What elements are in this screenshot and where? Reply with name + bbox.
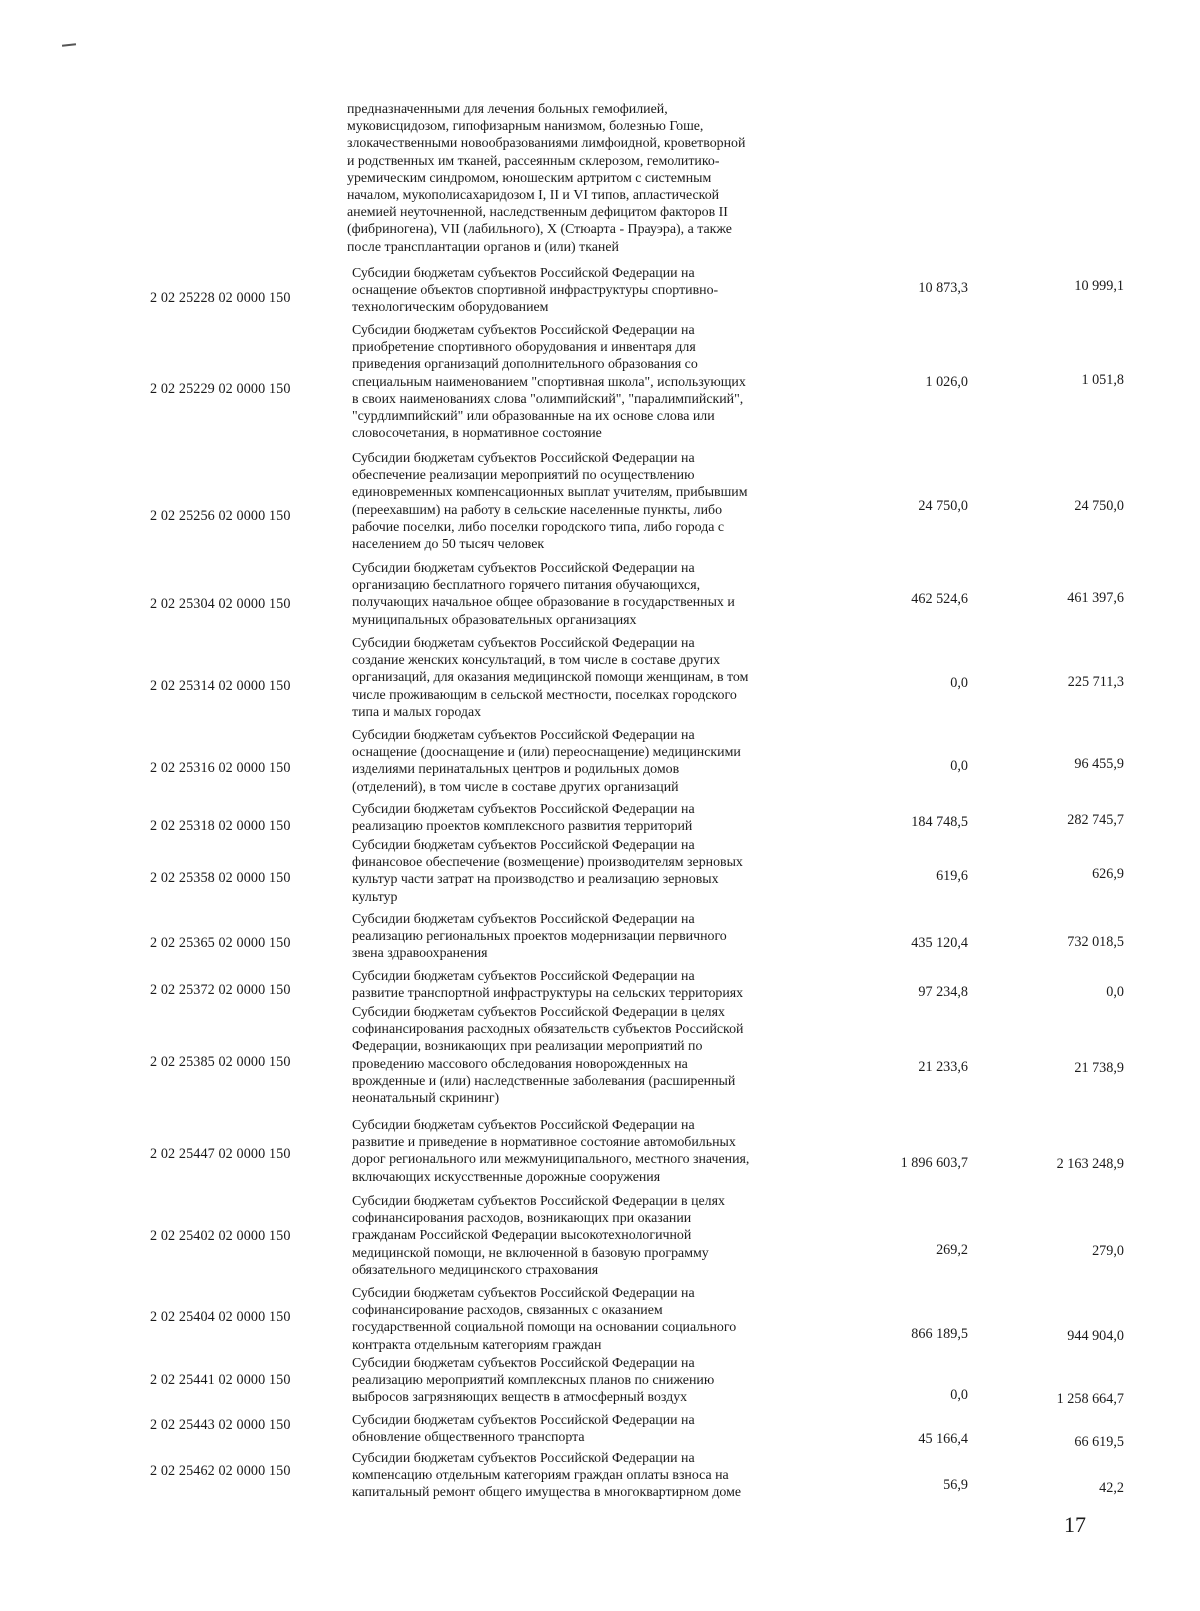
amount-year-1: 866 189,5 (911, 1326, 968, 1342)
row-description: Субсидии бюджетам субъектов Российской Федерации на создание женских консультаций, в том числе в составе других организаций, для оказания медицинской помощи женщинам, в том числе проживающим в сельской местности, поселках городского типа и малых городах (352, 636, 749, 720)
amount-year-2: 461 397,6 (1067, 590, 1124, 606)
row-description: Субсидии бюджетам субъектов Российской Федерации на реализацию региональных проектов модернизации первичного звена здравоохранения (352, 912, 727, 962)
budget-code: 2 02 25256 02 0000 150 (150, 508, 291, 524)
budget-code: 2 02 25304 02 0000 150 (150, 596, 291, 612)
amount-year-1: 1 026,0 (925, 374, 968, 390)
amount-year-2: 1 258 664,7 (1056, 1391, 1124, 1407)
budget-code: 2 02 25443 02 0000 150 (150, 1417, 291, 1433)
amount-year-2: 1 051,8 (1081, 372, 1124, 388)
row-description: Субсидии бюджетам субъектов Российской Федерации на софинансирование расходов, связанных с оказанием государственной социальной помощи на основании социального контракта отдельным категориям граждан (352, 1286, 737, 1353)
budget-code: 2 02 25228 02 0000 150 (150, 290, 291, 306)
budget-code: 2 02 25402 02 0000 150 (150, 1228, 291, 1244)
budget-code: 2 02 25404 02 0000 150 (150, 1309, 291, 1325)
row-description: Субсидии бюджетам субъектов Российской Федерации на оснащение (дооснащение и (или) переоснащение) медицинскими изделиями перинатальных центров и родильных домов (отделений), в том числе в составе других организаций (352, 728, 741, 795)
row-description: Субсидии бюджетам субъектов Российской Федерации на реализацию проектов комплексного развития территорий (352, 802, 695, 835)
amount-year-1: 1 896 603,7 (900, 1155, 968, 1171)
row-description: Субсидии бюджетам субъектов Российской Федерации на финансовое обеспечение (возмещение) производителям зерновых культур части затрат на производство и реализацию зерновых культур (352, 838, 743, 905)
row-description: Субсидии бюджетам субъектов Российской Федерации на компенсацию отдельным категориям граждан оплаты взноса на капитальный ремонт общего имущества в многоквартирном доме (352, 1451, 742, 1501)
amount-year-1: 184 748,5 (911, 814, 968, 830)
amount-year-1: 0,0 (950, 1387, 968, 1403)
amount-year-2: 279,0 (1092, 1243, 1124, 1259)
row-description: Субсидии бюджетам субъектов Российской Федерации на оснащение объектов спортивной инфраструктуры спортивно- технологическим оборудованием (352, 266, 719, 316)
budget-code: 2 02 25441 02 0000 150 (150, 1372, 291, 1388)
row-description: Субсидии бюджетам субъектов Российской Федерации на организацию бесплатного горячего питания обучающихся, получающих начальное общее образование в государственных и муниципальных образовательных организациях (352, 561, 735, 628)
amount-year-2: 225 711,3 (1067, 674, 1124, 690)
amount-year-2: 2 163 248,9 (1056, 1156, 1124, 1172)
amount-year-1: 45 166,4 (918, 1431, 968, 1447)
row-description: Субсидии бюджетам субъектов Российской Федерации на развитие и приведение в нормативное состояние автомобильных дорог регионального или межмуниципального, местного значения, включающих искусственные дорожные сооружения (352, 1118, 750, 1185)
amount-year-1: 97 234,8 (918, 984, 968, 1000)
budget-code: 2 02 25314 02 0000 150 (150, 678, 291, 694)
amount-year-1: 269,2 (936, 1242, 968, 1258)
amount-year-2: 732 018,5 (1067, 934, 1124, 950)
budget-code: 2 02 25372 02 0000 150 (150, 982, 291, 998)
amount-year-1: 435 120,4 (911, 935, 968, 951)
amount-year-1: 56,9 (943, 1477, 968, 1493)
continued-description: предназначенными для лечения больных гемофилией, муковисцидозом, гипофизарным нанизмом, болезнью Гоше, злокачественными новообразованиями лимфоидной, кроветворной и родственных им тканей, рассеянным склерозом, гемолитико- уремическим синдромом, юношеским артритом с системным началом, мукополисахаридозом I, II и VI типов, апластической анемией неуточненной, наследственным дефицитом факторов II (фибриногена), VII (лабильного), X (Стюарта - Прауэра), а также после трансплантации органов и (или) тканей (347, 102, 746, 255)
amount-year-2: 21 738,9 (1074, 1060, 1124, 1076)
row-description: Субсидии бюджетам субъектов Российской Федерации в целях софинансирования расходных обязательств субъектов Российской Федерации, возникающих при реализации мероприятий по проведению массового обследования новорожденных на врожденные и (или) наследственные заболевания (расширенный неонатальный скрининг) (352, 1005, 744, 1107)
amount-year-1: 619,6 (936, 868, 968, 884)
amount-year-2: 282 745,7 (1067, 812, 1124, 828)
budget-code: 2 02 25316 02 0000 150 (150, 760, 291, 776)
budget-code: 2 02 25385 02 0000 150 (150, 1054, 291, 1070)
scan-artifact (62, 43, 76, 46)
amount-year-2: 24 750,0 (1074, 498, 1124, 514)
page-number: 17 (1064, 1512, 1086, 1537)
budget-code: 2 02 25447 02 0000 150 (150, 1146, 291, 1162)
amount-year-2: 626,9 (1092, 866, 1124, 882)
amount-year-2: 944 904,0 (1067, 1328, 1124, 1344)
amount-year-2: 10 999,1 (1074, 278, 1124, 294)
row-description: Субсидии бюджетам субъектов Российской Федерации на обеспечение реализации мероприятий по осуществлению единовременных компенсационных выплат учителям, прибывшим (переехавшим) на работу в сельские населенные пункты, либо рабочие поселки, либо поселки городского типа, либо города с населением до 50 тысяч человек (352, 451, 748, 553)
amount-year-1: 0,0 (950, 675, 968, 691)
budget-code: 2 02 25365 02 0000 150 (150, 935, 291, 951)
amount-year-2: 42,2 (1099, 1480, 1124, 1496)
budget-code: 2 02 25229 02 0000 150 (150, 381, 291, 397)
row-description: Субсидии бюджетам субъектов Российской Федерации на реализацию мероприятий комплексных планов по снижению выбросов загрязняющих веществ в атмосферный воздух (352, 1356, 715, 1406)
row-description: Субсидии бюджетам субъектов Российской Федерации на обновление общественного транспорта (352, 1413, 695, 1446)
row-description: Субсидии бюджетам субъектов Российской Федерации на приобретение спортивного оборудования и инвентаря для приведения организаций дополнительного образования со специальным наименованием "спортивная школа", использующих в своих наименованиях слова "олимпийский", "паралимпийский", "сурдлимпийский" или образованные на их основе слова или словосочетания, в нормативное состояние (352, 323, 746, 442)
amount-year-2: 96 455,9 (1074, 756, 1124, 772)
amount-year-2: 0,0 (1106, 984, 1124, 1000)
row-description: Субсидии бюджетам субъектов Российской Федерации на развитие транспортной инфраструктуры на сельских территориях (352, 969, 744, 1002)
row-description: Субсидии бюджетам субъектов Российской Федерации в целях софинансирования расходов, возникающих при оказании гражданам Российской Федерации высокотехнологичной медицинской помощи, не включенной в базовую программу обязательного медицинского страхования (352, 1194, 725, 1278)
amount-year-1: 21 233,6 (918, 1059, 968, 1075)
budget-code: 2 02 25358 02 0000 150 (150, 870, 291, 886)
budget-code: 2 02 25318 02 0000 150 (150, 818, 291, 834)
amount-year-1: 462 524,6 (911, 591, 968, 607)
amount-year-1: 10 873,3 (918, 280, 968, 296)
amount-year-2: 66 619,5 (1074, 1434, 1124, 1450)
budget-code: 2 02 25462 02 0000 150 (150, 1463, 291, 1479)
amount-year-1: 0,0 (950, 758, 968, 774)
amount-year-1: 24 750,0 (918, 498, 968, 514)
